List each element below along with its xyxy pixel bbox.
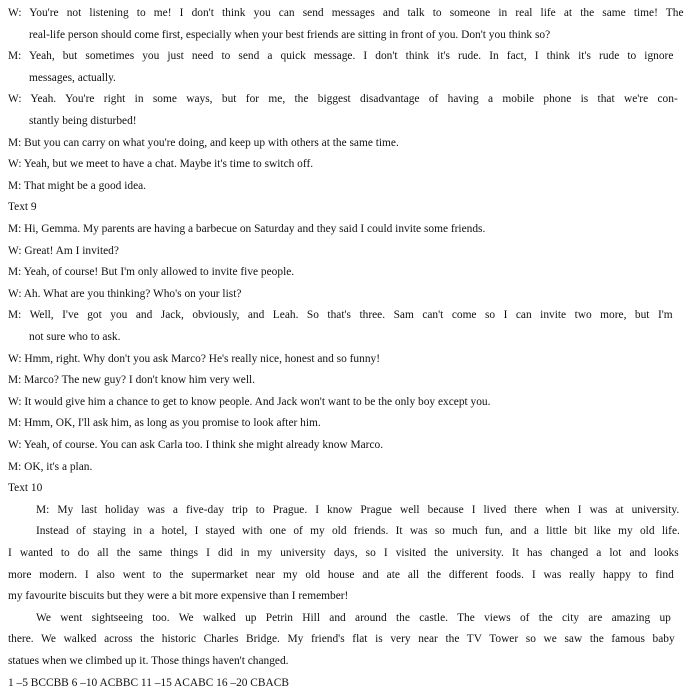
text-line: messages, actually. bbox=[29, 71, 116, 84]
text-line: Text 9 bbox=[8, 201, 37, 214]
text-line: M: Hmm, OK, I'll ask him, as long as you promise to look after him. bbox=[8, 417, 321, 430]
text-line: Text 10 bbox=[8, 482, 43, 495]
text-line: M: But you can carry on what you're doing, and keep up with others at the same time. bbox=[8, 136, 399, 149]
text-line: M: Yeah, of course! But I'm only allowed to invite five people. bbox=[8, 266, 295, 279]
text-line: M: That might be a good idea. bbox=[8, 179, 147, 192]
text-line: W: Hmm, right. Why don't you ask Marco? He's really nice, honest and so funny! bbox=[8, 352, 381, 365]
text-line: M: My last holiday was a five-day trip to Prague. I know Prague well because I lived there when I was at university. bbox=[36, 503, 680, 516]
text-line: M: OK, it's a plan. bbox=[8, 460, 93, 473]
text-line: 1 –5 BCCBB 6 –10 ACBBC 11 –15 ACABC 16 –20 CBACB bbox=[8, 676, 289, 689]
text-line: Instead of staying in a hotel, I stayed with one of my old friends. It was so much fun, and a little bit like my old life. bbox=[36, 525, 680, 538]
text-line: not sure who to ask. bbox=[29, 331, 121, 343]
text-line: my favourite biscuits but they were a bit more expensive than I remember! bbox=[8, 590, 349, 603]
text-line: W: Yeah. You're right in some ways, but for me, the biggest disadvantage of having a mobile phone is that we're con- bbox=[8, 93, 678, 106]
text-line: I wanted to do all the same things I did in my university days, so I visited the university. It has changed a lot and looks bbox=[8, 547, 679, 559]
text-line: real-life person should come first, especially when your best friends are sitting in front of you. Don't you think so? bbox=[29, 28, 551, 41]
text-line: M: Hi, Gemma. My parents are having a barbecue on Saturday and they said I could invite some friends. bbox=[8, 223, 486, 235]
text-line: stantly being disturbed! bbox=[29, 115, 137, 127]
text-line: W: It would give him a chance to get to know people. And Jack won't want to be the only boy except you. bbox=[8, 395, 491, 408]
text-line: W: You're not listening to me! I don't think you can send messages and talk to someone in real life at the same time! The bbox=[8, 7, 684, 19]
text-line: We went sightseeing too. We walked up Petrin Hill and around the castle. The views of the city are amazing up bbox=[36, 611, 671, 624]
text-line: more modern. I also went to the supermarket near my old house and ate all the different foods. I was really happy to find bbox=[8, 568, 674, 581]
text-line: M: Well, I've got you and Jack, obviously, and Leah. So that's three. Sam can't come so I can invite two more, but I'm bbox=[8, 309, 673, 322]
text-line: W: Ah. What are you thinking? Who's on your list? bbox=[8, 287, 242, 300]
text-line: M: Marco? The new guy? I don't know him very well. bbox=[8, 374, 256, 387]
text-line: M: Yeah, but sometimes you just need to send a quick message. I don't think it's rude. In fact, I think it's rude to ignore bbox=[8, 50, 674, 63]
text-line: W: Yeah, but we meet to have a chat. Maybe it's time to switch off. bbox=[8, 158, 314, 171]
text-line: W: Yeah, of course. You can ask Carla too. I think she might already know Marco. bbox=[8, 439, 384, 451]
text-line: statues when we climbed up it. Those things haven't changed. bbox=[8, 655, 289, 667]
text-line: there. We walked across the historic Charles Bridge. My friend's flat is very near the TV Tower so we saw the famous baby bbox=[8, 633, 675, 646]
text-line: W: Great! Am I invited? bbox=[8, 244, 119, 257]
